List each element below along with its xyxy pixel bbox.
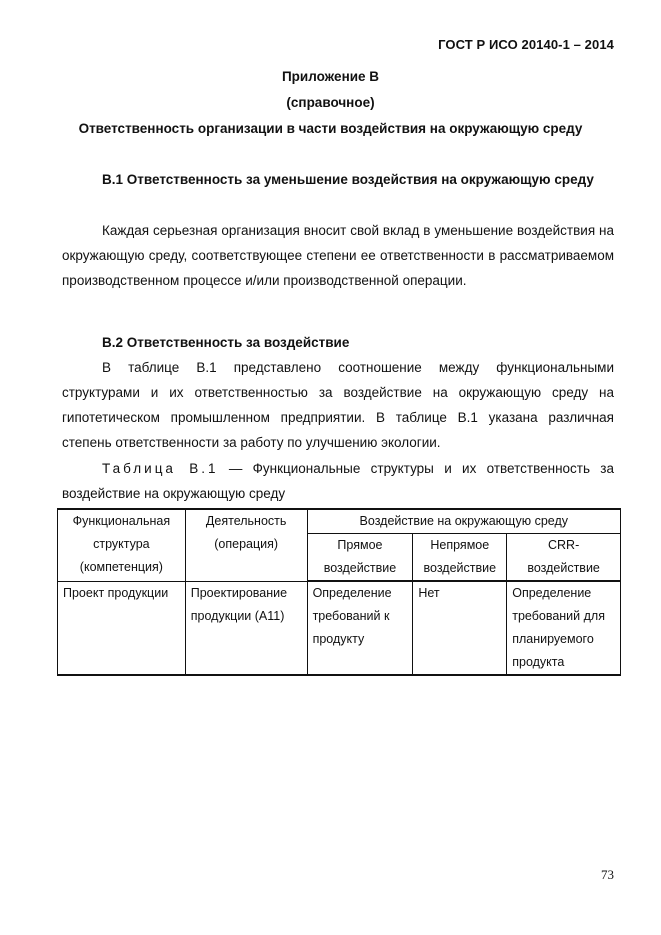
cell-crr: Определение требований для планируемого продукта [507, 581, 621, 675]
table-caption-text: — Функциональные структуры и их ответственность за воздействие на окружающую среду [62, 461, 615, 501]
header-structure: Функциональная структура (компетенция) [58, 509, 186, 581]
cell-direct: Определение требований к продукту [307, 581, 413, 675]
header-direct: Прямое воздействие [307, 534, 413, 582]
section-b2-body-text: В таблице В.1 представлено соотношение между функциональными структурами и их ответственностью за воздействие на окружающую среду на гипотетическом промышленном предприятии. В таблице В.1 указана различная степень ответственности за работу по улучшению экологии. [62, 360, 614, 450]
section-b1-title [62, 167, 614, 192]
appendix-heading: Ответственность организации в части воздействия на окружающую среду [78, 121, 583, 136]
section-b2-title-text: В.2 Ответственность за воздействие [102, 335, 350, 350]
table-caption-label: Таблица В.1 [102, 461, 219, 476]
page-number: 73 [601, 867, 614, 882]
table-caption [62, 456, 614, 506]
section-b2-title [62, 330, 614, 355]
cell-indirect: Нет [413, 581, 507, 675]
section-b1-title-text: В.1 Ответственность за уменьшение воздействия на окружающую среду [102, 172, 594, 187]
appendix-subtitle: (справочное) [286, 95, 375, 110]
table-row [58, 581, 621, 675]
cell-structure: Проект продукции [58, 581, 186, 675]
appendix-title: Приложение В [281, 69, 380, 84]
header-indirect: Непрямое воздействие [413, 534, 507, 582]
responsibility-table [57, 508, 621, 676]
section-b2-body [62, 355, 614, 455]
section-b1-body [62, 218, 614, 293]
document-code: ГОСТ Р ИСО 20140-1 – 2014 [438, 37, 614, 52]
header-impact-group: Воздействие на окружающую среду [307, 509, 620, 534]
section-b1-body-text: Каждая серьезная организация вносит свой вклад в уменьшение воздействия на окружающую среду, соответствующее степени ее ответственности в рассматриваемом производственном процессе и/или производственной операции. [62, 223, 614, 288]
header-crr: CRR-воздействие [507, 534, 621, 582]
header-activity: Деятельность (операция) [185, 509, 307, 581]
cell-activity: Проектирование продукции (А11) [185, 581, 307, 675]
